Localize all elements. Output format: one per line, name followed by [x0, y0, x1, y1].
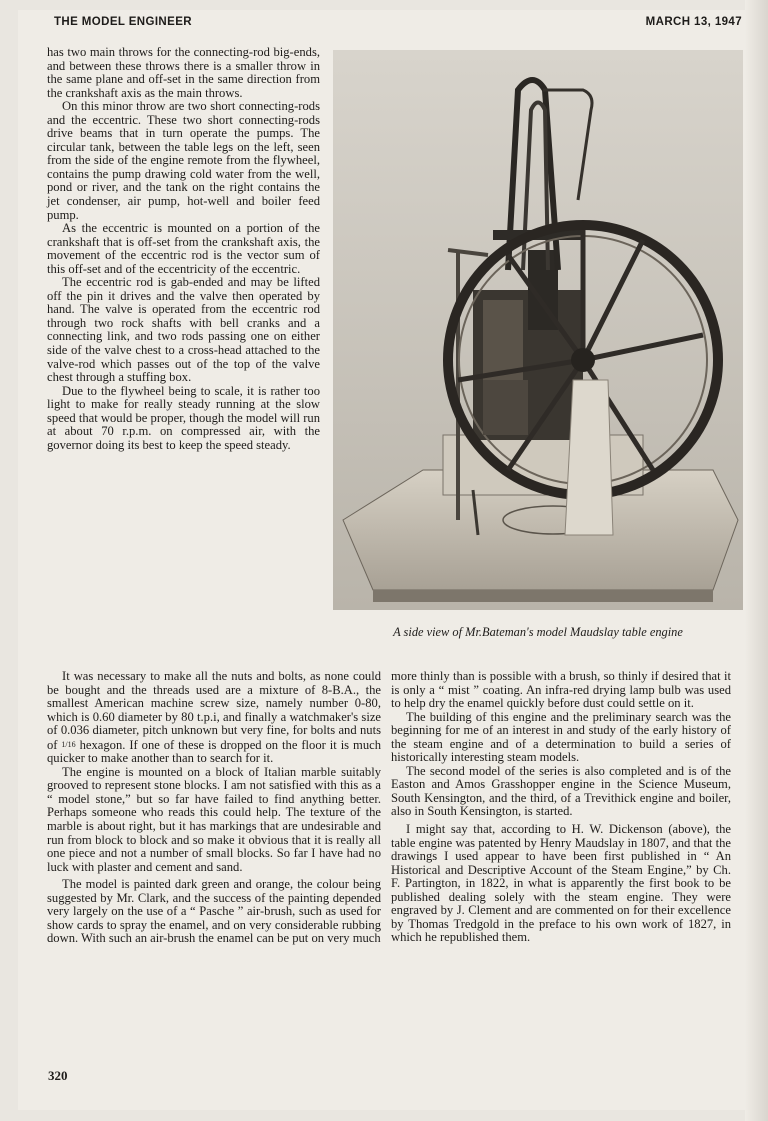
- paragraph: The building of this engine and the preliminary search was the beginning for me of an interest in and study of the early history of the steam engine and of a determination to build a series of historically interesting steam models.: [391, 709, 731, 765]
- paragraph: The engine is mounted on a block of Italian marble suitably grooved to represent stone blocks. I am not satisfied with this as a “ model stone,” but so far have failed to find anything better. Perhaps someone who reads this could help. The texture of the marble is about right, but it has markings that are undesirable and run from block to block and so make it obvious that it is really all one piece and not a number of small blocks. So far I have had no luck with plaster and cement and sand.: [47, 764, 381, 874]
- engine-photograph: [333, 50, 743, 610]
- running-head-date: MARCH 13, 1947: [645, 16, 742, 28]
- paragraph: Due to the flywheel being to scale, it is rather too light to make for really steady running at the slow speed that would be proper, though the model will run at about 70 r.p.m. on compressed air, with the governor doing its best to keep the speed steady.: [47, 383, 321, 452]
- paragraph-text: hexagon. If one of these is dropped on the floor it is much quicker to make another than to search for it.: [47, 737, 381, 766]
- page-fold-shadow: [745, 0, 768, 1121]
- paragraph: more thinly than is possible with a brush, so thinly if desired that it is only a “ mist ” coating. An infra-red drying lamp bulb was used to help dry the enamel quickly before dust could settle on it.: [391, 669, 731, 711]
- paragraph: The second model of the series is also completed and is of the Easton and Amos Grasshopper engine in the Science Museum, South Kensington, and the third, of a Trevithick engine and boiler, also in South Kensington, is started.: [391, 763, 731, 819]
- paragraph-text: It was necessary to make all the nuts and bolts, as none could be bought and the threads used are a mixture of 8-B.A., the smallest American machine screw size, namely number 0-80, which is 0.60 diameter by 80 t.p.i, and finally a watchmaker's size of 0.036 diameter, pitch unknown but very fine, for bolts and nuts of: [47, 669, 381, 752]
- left-column-top: [47, 46, 320, 452]
- page-number: 320: [48, 1068, 68, 1083]
- running-head-title: THE MODEL ENGINEER: [54, 16, 192, 28]
- paragraph: I might say that, according to H. W. Dickenson (above), the table engine was patented by Henry Maudslay in 1807, and that the drawings I used appear to have been first published in “ An Historical and Descriptive Account of the Steam Engine,” by Ch. F. Partington, in 1822, in what is apparently the first book to be published dealing solely with the steam engine. They were engraved by J. Clement and are commented on for their excellence by Thomas Tredgold in the preface to his own work of 1827, in which he republished them.: [391, 822, 731, 945]
- paragraph: As the eccentric is mounted on a portion of the crankshaft that is off-set from the crankshaft axis, the movement of the eccentric rod is the vector sum of this off-set and of the eccentricity of the eccentric.: [47, 221, 320, 276]
- left-column-bottom: [47, 670, 381, 946]
- figure-caption: A side view of Mr.Bateman's model Maudslay table engine: [393, 625, 683, 639]
- fraction: 1/16: [61, 739, 76, 749]
- paragraph: The eccentric rod is gab-ended and may be lifted off the pin it drives and the valve then operated by hand. The valve is operated from the eccentric rod through two rock shafts with bell cranks and a connecting link, and two rods passing one on either side of the valve chest to a cross-head attached to the valve-rod which passes out of the top of the valve chest through a stuffing box.: [47, 275, 320, 385]
- right-column-bottom: [391, 670, 731, 945]
- paragraph: On this minor throw are two short connecting-rods and the eccentric. These two short connecting-rods drive beams that in turn operate the pumps. The circular tank, between the table legs on the left, seen from the side of the engine remote from the flywheel, contains the pump drawing cold water from the well, pond or river, and the tank on the right contains the jet condenser, air pump, hot-well and boiler feed pump.: [47, 99, 320, 222]
- paragraph: [47, 670, 381, 766]
- paragraph: The model is painted dark green and orange, the colour being suggested by Mr. Clark, and the success of the painting depended very largely on the use of a “ Pasche ” air-brush, such as used for show cards to spray the enamel, and on very considerable rubbing down. With such an air-brush the enamel can be put on very much: [47, 877, 381, 946]
- paragraph: has two main throws for the connecting-rod big-ends, and between these throws there is a smaller throw in the same plane and off-set in the same direction from the crankshaft axis as the main throws.: [47, 45, 320, 100]
